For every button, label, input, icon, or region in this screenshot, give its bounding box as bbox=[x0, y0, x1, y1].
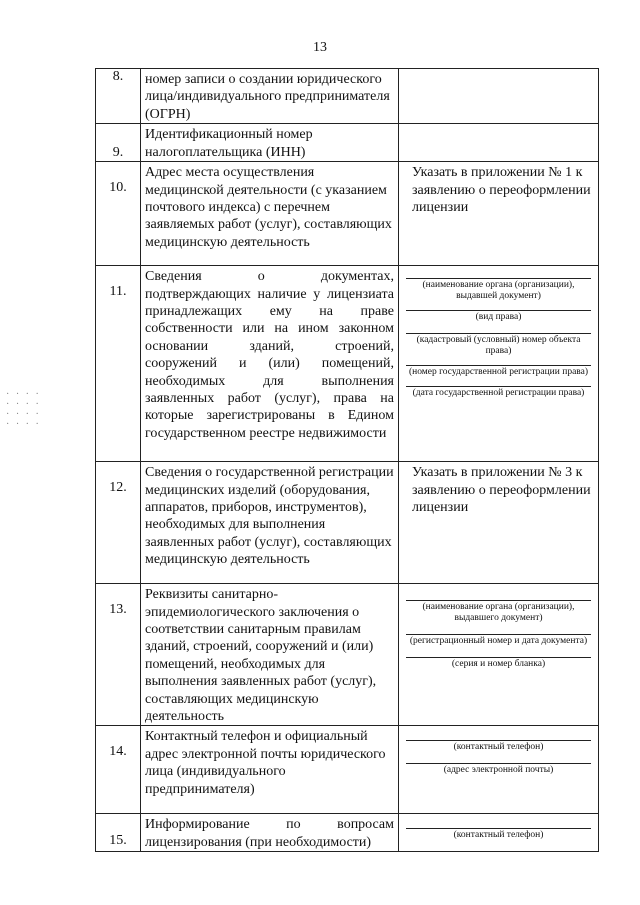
application-form-table bbox=[95, 68, 599, 852]
form-field[interactable] bbox=[404, 828, 593, 841]
form-field[interactable] bbox=[404, 310, 593, 323]
row-value bbox=[399, 162, 599, 266]
table-row bbox=[96, 584, 599, 726]
form-field[interactable] bbox=[404, 763, 593, 776]
form-field[interactable] bbox=[404, 365, 593, 378]
row-value-fields bbox=[399, 266, 599, 462]
value-instruction: Указать в приложении № 3 к заявлению о переоформлении лицензии bbox=[412, 465, 591, 516]
form-field[interactable] bbox=[404, 740, 593, 753]
field-caption: (дата государственной регистрации права) bbox=[412, 388, 585, 399]
row-number: 11. bbox=[96, 266, 141, 462]
row-number: 13. bbox=[96, 584, 141, 726]
scan-margin-marks: · · · · · · · · · · · · · · · · bbox=[6, 389, 41, 430]
field-caption: (вид права) bbox=[475, 312, 522, 323]
table-row bbox=[96, 462, 599, 584]
field-caption: (серия и номер бланка) bbox=[451, 659, 546, 670]
page-number: 13 bbox=[313, 40, 327, 55]
row-value-fields bbox=[399, 726, 599, 814]
row-description: Идентификационный номер налогоплательщика (ИНН) bbox=[141, 124, 399, 162]
row-number: 10. bbox=[96, 162, 141, 266]
row-description: Реквизиты санитарно-эпидемиологического заключения о соответствии санитарным правилам зданий, строений, сооружений и (или) помещений, необходимых для выполнения заявленных работ (услуг), составляющих медицинскую деятельность bbox=[141, 584, 399, 726]
table-row bbox=[96, 69, 599, 124]
row-number: 8. bbox=[96, 69, 141, 124]
row-number: 15. bbox=[96, 814, 141, 852]
form-field[interactable] bbox=[404, 278, 593, 302]
row-value bbox=[399, 462, 599, 584]
table-row bbox=[96, 124, 599, 162]
row-description: Сведения о государственной регистрации медицинских изделий (оборудования, аппаратов, приборов, инструментов), необходимых для выполнения заявленных работ (услуг), составляющих медицинскую деятельность bbox=[141, 462, 399, 584]
row-description: Информирование по вопросам лицензирования (при необходимости) bbox=[141, 814, 399, 852]
row-description: Сведения о документах, подтверждающих наличие у лицензиата принадлежащих ему на праве собственности или на ином законном основании зданий, строений, сооружений и (или) помещений, необходимых для выполнения заявленных работ (услуг), права на которые зарегистрированы в Едином государственном реестре недвижимости bbox=[141, 266, 399, 462]
table-row bbox=[96, 814, 599, 852]
field-caption: (контактный телефон) bbox=[453, 742, 544, 753]
field-caption: (кадастровый (условный) номер объекта права) bbox=[416, 335, 581, 357]
row-description: Контактный телефон и официальный адрес электронной почты юридического лица (индивидуального предпринимателя) bbox=[141, 726, 399, 814]
row-description: номер записи о создании юридического лица/индивидуального предпринимателя (ОГРН) bbox=[141, 69, 399, 124]
field-caption: (регистрационный номер и дата документа) bbox=[409, 636, 588, 647]
row-value-field[interactable] bbox=[399, 69, 599, 124]
field-caption: (наименование органа (организации), выдавшей документ) bbox=[422, 280, 575, 302]
form-field[interactable] bbox=[404, 600, 593, 624]
field-caption: (наименование органа (организации), выдавшего документ) bbox=[422, 602, 575, 624]
form-field[interactable] bbox=[404, 634, 593, 647]
value-instruction: Указать в приложении № 1 к заявлению о переоформлении лицензии bbox=[412, 165, 591, 216]
table-row bbox=[96, 162, 599, 266]
row-value-fields bbox=[399, 584, 599, 726]
table-row bbox=[96, 266, 599, 462]
row-value-field[interactable] bbox=[399, 124, 599, 162]
form-field[interactable] bbox=[404, 333, 593, 357]
row-description: Адрес места осуществления медицинской деятельности (с указанием почтового индекса) с перечнем заявляемых работ (услуг), составляющих медицинскую деятельность bbox=[141, 162, 399, 266]
field-caption: (контактный телефон) bbox=[453, 830, 544, 841]
row-value-fields bbox=[399, 814, 599, 852]
form-field[interactable] bbox=[404, 657, 593, 670]
row-number: 9. bbox=[96, 124, 141, 162]
row-number: 14. bbox=[96, 726, 141, 814]
table-row bbox=[96, 726, 599, 814]
field-caption: (адрес электронной почты) bbox=[443, 765, 554, 776]
field-caption: (номер государственной регистрации права) bbox=[408, 367, 589, 378]
row-number: 12. bbox=[96, 462, 141, 584]
form-field[interactable] bbox=[404, 386, 593, 399]
